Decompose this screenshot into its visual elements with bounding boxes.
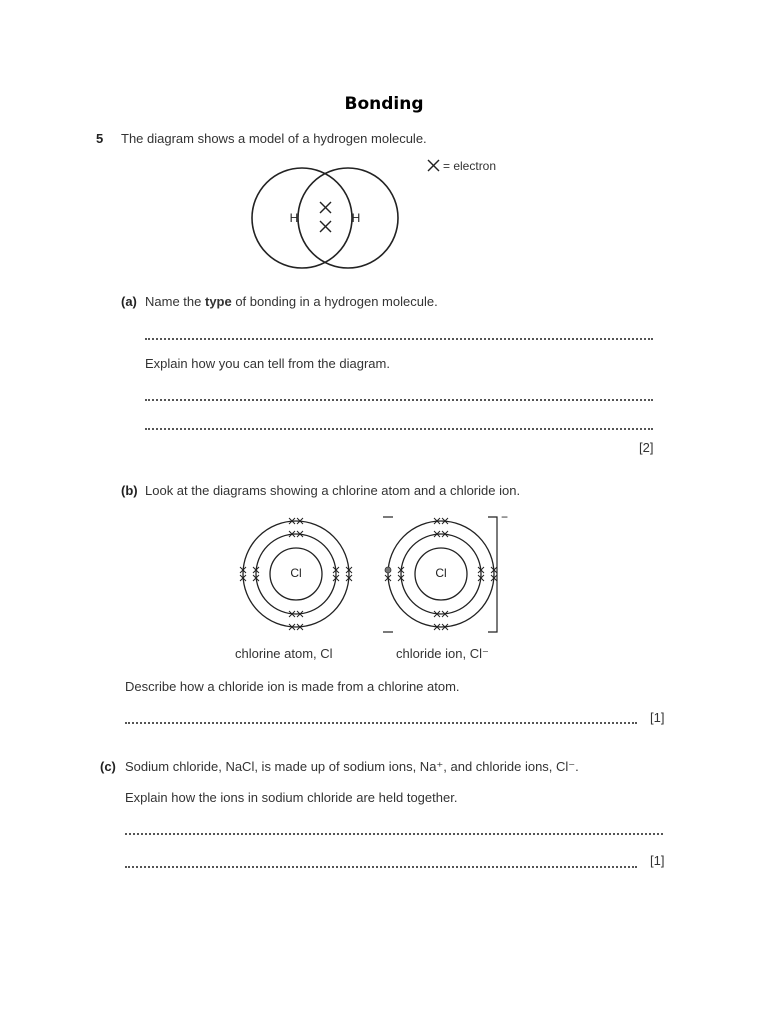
chloride-ion-caption: chloride ion, Cl⁻ [396, 646, 489, 661]
part-a-question-post: of bonding in a hydrogen molecule. [231, 294, 438, 309]
answer-line-c1[interactable] [125, 833, 663, 835]
chlorine-atom-symbol: Cl [290, 566, 302, 580]
part-c-mark: [1] [650, 853, 665, 868]
part-c-label: (c) [100, 759, 116, 774]
gained-electron-dot-icon [385, 567, 391, 573]
electron-key-label: = electron [443, 159, 497, 173]
part-c-question: Sodium chloride, NaCl, is made up of sodium ions, Na⁺, and chloride ions, Cl⁻. [125, 759, 579, 774]
ion-bracket-charge: − [501, 510, 509, 524]
part-a-question-bold: type [204, 294, 232, 309]
chlorine-atom-caption: chlorine atom, Cl [235, 646, 333, 661]
part-a-label: (a) [121, 294, 137, 309]
chloride-ion-symbol: Cl [435, 566, 447, 580]
part-b-mark: [1] [650, 710, 665, 725]
hydrogen-right-label: H [351, 211, 361, 225]
part-b-question: Look at the diagrams showing a chlorine atom and a chloride ion. [145, 483, 521, 498]
part-b-describe: Describe how a chloride ion is made from a chlorine atom. [125, 679, 460, 694]
page-title: Bonding [344, 94, 424, 114]
part-a-question-pre: Name the [145, 294, 205, 309]
part-b-label: (b) [121, 483, 138, 498]
part-a-mark: [2] [639, 440, 654, 455]
ion-bracket-right [488, 517, 497, 632]
question-number: 5 [96, 131, 104, 146]
answer-line-c2[interactable] [125, 866, 637, 868]
part-a-explain: Explain how you can tell from the diagram. [145, 356, 390, 371]
hydrogen-left-label: H [289, 211, 299, 225]
part-c-explain: Explain how the ions in sodium chloride are held together. [125, 790, 458, 805]
question-stem: The diagram shows a model of a hydrogen molecule. [121, 131, 427, 146]
answer-line-b1[interactable] [125, 722, 637, 724]
